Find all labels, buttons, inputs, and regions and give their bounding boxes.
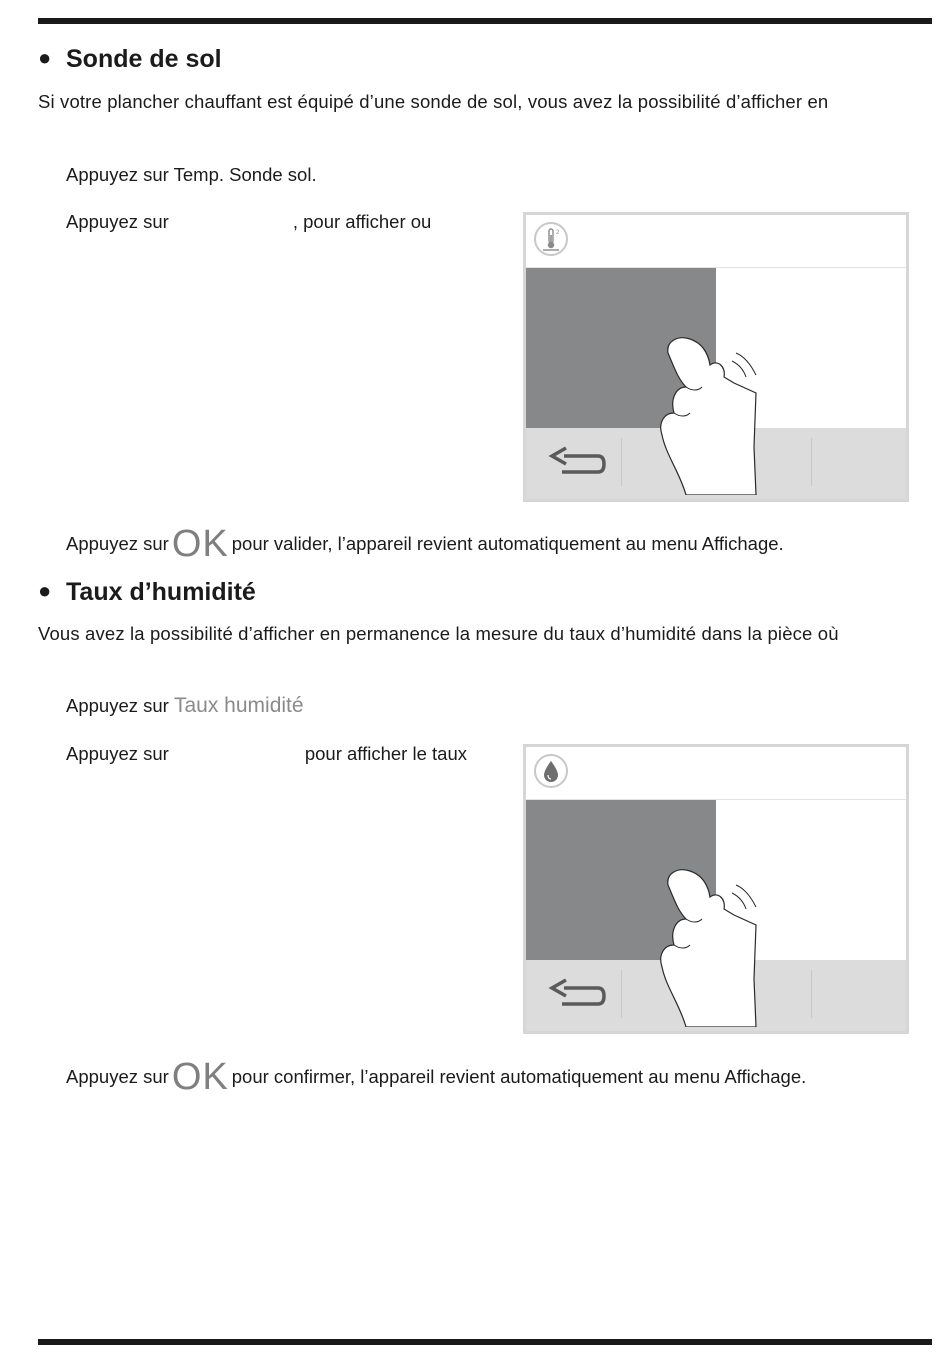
section-heading-sonde: ● Sonde de sol (38, 45, 222, 73)
pointing-hand-icon (656, 295, 766, 495)
section-intro-sonde: Si votre plancher chauffant est équipé d’une sonde de sol, vous avez la possibilité d’afficher en (38, 91, 829, 112)
bullet-icon: ● (38, 45, 52, 70)
back-arrow-icon[interactable] (546, 978, 606, 1014)
step-temp-sonde: Appuyez sur Temp. Sonde sol. (66, 164, 317, 185)
step-show-humidite: Appuyez sur pour afficher le taux (66, 743, 467, 764)
device-screen-sonde (523, 212, 909, 502)
water-drop-icon (534, 754, 568, 788)
back-arrow-icon[interactable] (546, 446, 606, 482)
bar-divider (621, 970, 622, 1018)
svg-text:2: 2 (556, 230, 560, 236)
floor-thermometer-icon (534, 222, 568, 256)
section-intro-humidite: Vous avez la possibilité d’afficher en permanence la mesure du taux d’humidité dans la pièce où (38, 623, 839, 644)
top-rule (38, 18, 932, 24)
ok-button-label: OK (171, 523, 229, 565)
bar-divider (811, 970, 812, 1018)
step-taux-humidite: Appuyez sur Taux humidité (66, 694, 304, 717)
pointing-hand-icon (656, 827, 766, 1027)
step-validate-sonde: Appuyez surOK pour valider, l’appareil revient automatiquement au menu Affichage. (66, 523, 784, 565)
device-topbar (526, 747, 906, 800)
bottom-rule (38, 1339, 932, 1345)
device-topbar (526, 215, 906, 268)
section-heading-humidite: ● Taux d’humidité (38, 578, 256, 606)
ok-button-label: OK (171, 1056, 229, 1098)
bar-divider (621, 438, 622, 486)
bullet-icon: ● (38, 578, 52, 603)
step-confirm-humidite: Appuyez surOK pour confirmer, l’appareil revient automatiquement au menu Affichage. (66, 1056, 807, 1098)
step-show-sonde: Appuyez sur , pour afficher ou (66, 211, 432, 232)
device-screen-humidite (523, 744, 909, 1034)
bar-divider (811, 438, 812, 486)
